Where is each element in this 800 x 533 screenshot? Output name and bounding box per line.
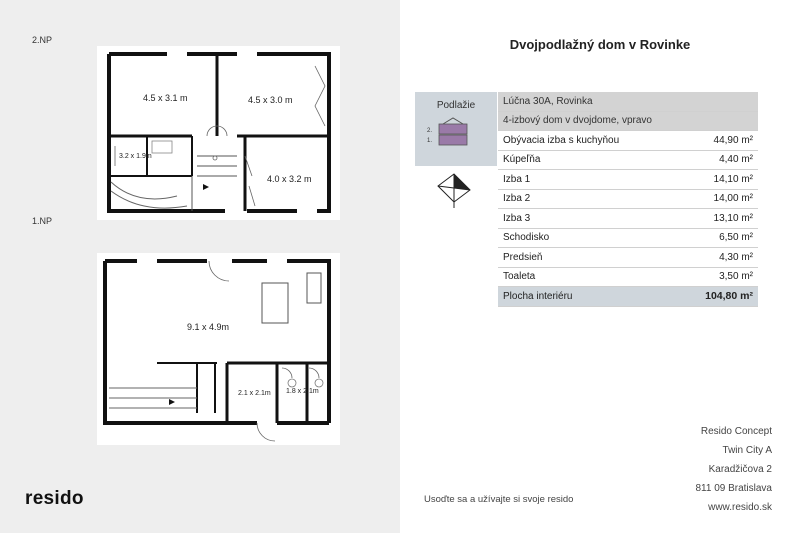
slogan: Usoďte sa a užívajte si svoje resido: [424, 494, 574, 505]
resido-logo: resido: [25, 488, 84, 509]
room-label: 4.0 x 3.2 m: [267, 174, 312, 184]
room-label: 1.8 x 2.1m: [286, 388, 319, 395]
lower-floor-plan: [97, 253, 340, 445]
company-website-link[interactable]: www.resido.sk: [708, 502, 772, 513]
upper-level-marker: [439, 124, 467, 134]
upper-floor-label: 2.NP: [32, 35, 53, 45]
level-label: 1.: [427, 138, 433, 144]
table-row: Kúpeľňa 4,40 m²: [498, 150, 758, 170]
table-row: Izba 1 14,10 m²: [498, 170, 758, 190]
room-label: 3.2 x 1.9m: [119, 153, 152, 160]
address: Lúčna 30A, Rovinka: [498, 92, 758, 111]
company-city: 811 09 Bratislava: [695, 483, 772, 494]
page-title: Dvojpodlažný dom v Rovinke: [509, 37, 691, 52]
company-building: Twin City A: [722, 445, 772, 456]
house-type: 4-izbový dom v dvojdome, vpravo: [498, 111, 758, 131]
area-table: [498, 92, 758, 307]
room-label: 9.1 x 4.9m: [187, 322, 230, 332]
table-row: Izba 2 14,00 m²: [498, 189, 758, 209]
room-label: 4.5 x 3.1 m: [143, 93, 188, 103]
company-info: [695, 422, 772, 517]
company-street: Karadžičova 2: [708, 464, 772, 475]
lower-level-marker: [439, 135, 467, 145]
upper-floor-drawing: [97, 46, 340, 220]
lower-floor-label: 1.NP: [32, 216, 53, 226]
company-name: Resido Concept: [700, 426, 772, 437]
table-row: Izba 3 13,10 m²: [498, 209, 758, 229]
upper-floor-plan: [97, 46, 340, 220]
total-row: Plocha interiéru 104,80 m²: [498, 287, 758, 307]
table-row: Toaleta 3,50 m²: [498, 267, 758, 287]
room-label: 2.1 x 2.1m: [238, 390, 271, 397]
level-label: 2.: [427, 128, 433, 134]
house-levels-icon: [415, 92, 497, 166]
table-row: Schodisko 6,50 m²: [498, 228, 758, 248]
table-row: Predsieň 4,30 m²: [498, 248, 758, 268]
floor-selector-label: Podlažie: [436, 100, 476, 111]
table-row: Obývacia izba s kuchyňou 44,90 m²: [498, 131, 758, 151]
room-label: 4.5 x 3.0 m: [248, 95, 293, 105]
floor-selector: [415, 92, 497, 166]
lower-floor-drawing: [97, 253, 340, 445]
compass-icon: [434, 168, 474, 208]
